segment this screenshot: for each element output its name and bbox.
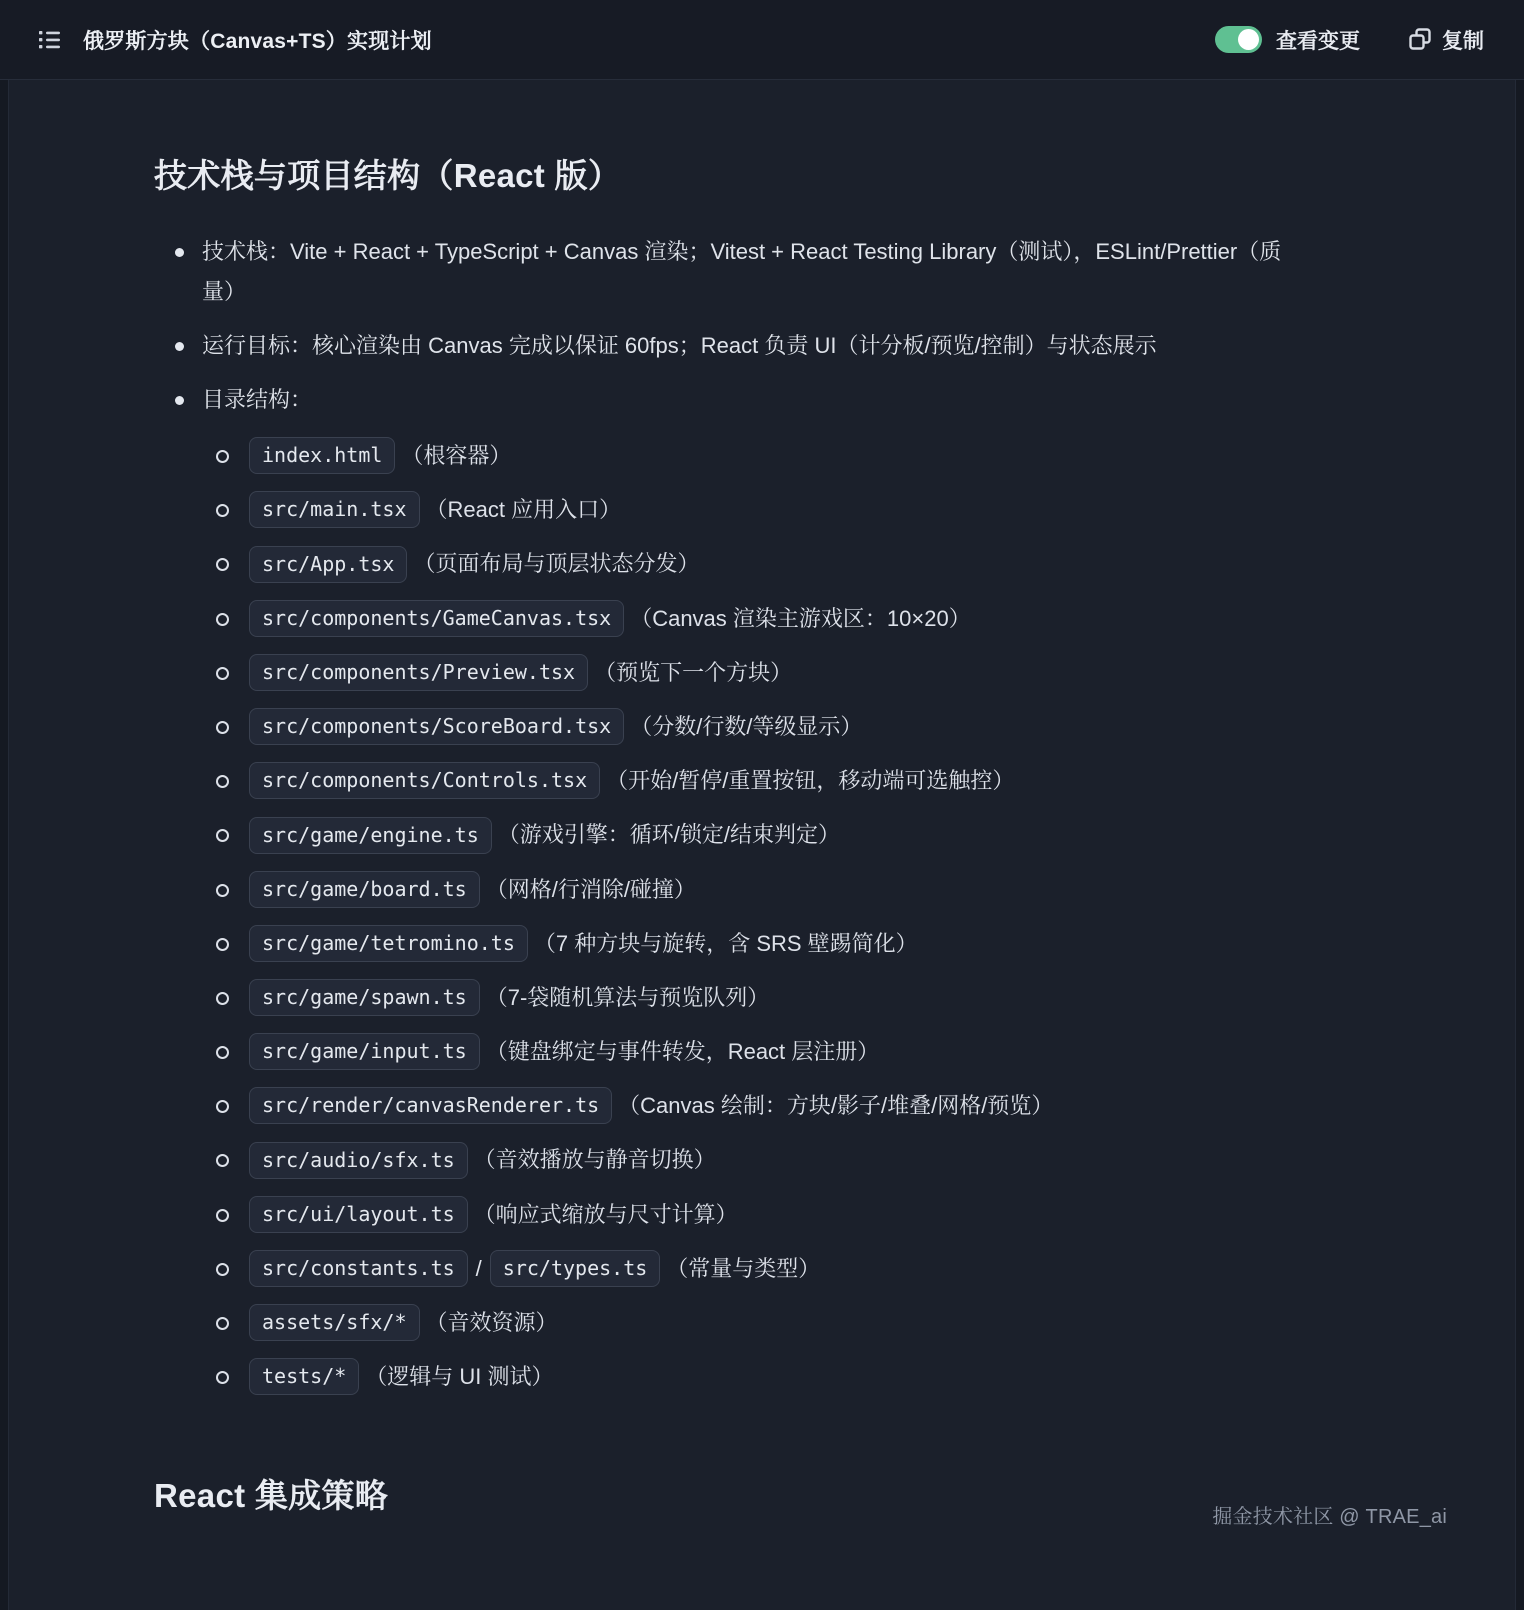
file-description: （React 应用入口）: [425, 497, 622, 523]
view-changes-label: 查看变更: [1276, 29, 1360, 53]
top-toolbar: [0, 0, 1524, 80]
file-path-chip: src/App.tsx: [249, 546, 407, 583]
dir-item-content: [249, 877, 696, 902]
file-path-chip: src/ui/layout.ts: [249, 1196, 468, 1233]
directory-item: [249, 1087, 1294, 1124]
document-title: 俄罗斯方块（Canvas+TS）实现计划: [83, 29, 432, 53]
bullet-list: [154, 232, 1445, 1395]
dir-item-content: [249, 1256, 820, 1281]
dir-item-content: [249, 768, 1014, 793]
file-path-chip: src/game/engine.ts: [249, 817, 492, 854]
file-description: （常量与类型）: [666, 1255, 821, 1281]
dir-item-content: [249, 1364, 554, 1389]
watermark: 掘金技术社区 @ TRAE_ai: [1212, 1506, 1447, 1528]
dir-item-content: [249, 1147, 716, 1172]
directory-item: [249, 654, 1294, 691]
file-path-chip: tests/*: [249, 1358, 359, 1395]
file-description: （音效播放与静音切换）: [473, 1147, 716, 1173]
dir-item-content: [249, 551, 699, 576]
file-path-chip: src/components/ScoreBoard.tsx: [249, 708, 624, 745]
dir-item-content: [249, 1202, 738, 1227]
file-description: （响应式缩放与尺寸计算）: [473, 1201, 738, 1227]
file-description: （游戏引擎：循环/锁定/结束判定）: [497, 822, 840, 848]
dir-item-content: [249, 497, 621, 522]
copy-icon: [1408, 27, 1433, 52]
bullet-item-directory: [202, 380, 1294, 1395]
directory-item: [249, 871, 1294, 908]
bullet-item-tech-stack: [202, 232, 1294, 312]
dir-item-content: [249, 985, 769, 1010]
directory-item: [249, 1358, 1294, 1395]
dir-item-content: [249, 660, 792, 685]
directory-item: [249, 1196, 1294, 1233]
bullet-text: 运行目标：核心渲染由 Canvas 完成以保证 60fps；React 负责 UI（计分板/预览/控制）与状态展示: [202, 333, 1157, 358]
toolbar-actions: [1215, 21, 1488, 59]
bullet-item-run-target: [202, 326, 1294, 366]
file-description: （网格/行消除/碰撞）: [485, 876, 696, 902]
bullet-text: 目录结构：: [202, 387, 313, 412]
directory-item: [249, 925, 1294, 962]
bullet-text: 技术栈：Vite + React + TypeScript + Canvas 渲染；Vitest + React Testing Library（测试），ESLint/Prettier（质量）: [202, 239, 1282, 304]
copy-button[interactable]: [1404, 21, 1488, 59]
file-path-chip: src/game/input.ts: [249, 1033, 480, 1070]
directory-list: [202, 437, 1294, 1395]
dir-item-content: [249, 1093, 1053, 1118]
directory-item: [249, 816, 1294, 853]
dir-item-content: [249, 1310, 558, 1335]
file-path-chip: src/types.ts: [490, 1250, 661, 1287]
file-description: （页面布局与顶层状态分发）: [413, 551, 700, 577]
file-path-chip: src/game/spawn.ts: [249, 979, 480, 1016]
directory-item: [249, 762, 1294, 799]
file-description: （Canvas 渲染主游戏区：10×20）: [630, 605, 971, 631]
copy-label: 复制: [1442, 29, 1484, 53]
file-path-chip: src/constants.ts: [249, 1250, 468, 1287]
file-path-chip: assets/sfx/*: [249, 1304, 420, 1341]
dir-item-content: [249, 822, 840, 847]
file-description: （7-袋随机算法与预览队列）: [485, 984, 770, 1010]
view-changes-toggle[interactable]: [1215, 26, 1262, 53]
file-description: （开始/暂停/重置按钮，移动端可选触控）: [606, 768, 1015, 794]
file-description: （分数/行数/等级显示）: [630, 713, 863, 739]
outline-list-button[interactable]: [30, 20, 69, 59]
file-description: （键盘绑定与事件转发，React 层注册）: [485, 1039, 880, 1065]
dir-item-content: [249, 443, 511, 468]
directory-item: [249, 708, 1294, 745]
dir-item-content: [249, 931, 918, 956]
file-description: （预览下一个方块）: [594, 659, 793, 685]
directory-item: [249, 1304, 1294, 1341]
next-section-heading: React 集成策略: [154, 1477, 389, 1515]
directory-item: [249, 545, 1294, 582]
file-description: （Canvas 绘制：方块/影子/堆叠/网格/预览）: [618, 1093, 1054, 1119]
document-content: [9, 80, 1515, 1519]
file-path-chip: src/components/GameCanvas.tsx: [249, 600, 624, 637]
directory-item: [249, 1141, 1294, 1178]
file-path-chip: src/game/board.ts: [249, 871, 480, 908]
file-path-chip: src/render/canvasRenderer.ts: [249, 1087, 612, 1124]
directory-item: [249, 600, 1294, 637]
code-separator: /: [475, 1255, 482, 1281]
list-icon: [36, 26, 63, 53]
file-path-chip: src/audio/sfx.ts: [249, 1142, 468, 1179]
dir-item-content: [249, 1039, 879, 1064]
file-path-chip: index.html: [249, 437, 395, 474]
section-heading: 技术栈与项目结构（React 版）: [154, 157, 622, 194]
file-path-chip: src/game/tetromino.ts: [249, 925, 528, 962]
dir-item-content: [249, 606, 971, 631]
file-description: （逻辑与 UI 测试）: [365, 1364, 554, 1390]
file-path-chip: src/components/Preview.tsx: [249, 654, 588, 691]
file-description: （根容器）: [401, 443, 512, 468]
directory-item: [249, 491, 1294, 528]
toggle-knob: [1238, 29, 1259, 50]
directory-item: [249, 1033, 1294, 1070]
file-description: （音效资源）: [425, 1310, 558, 1335]
dir-item-content: [249, 714, 862, 739]
directory-item: [249, 1250, 1294, 1287]
directory-item: [249, 437, 1294, 474]
file-path-chip: src/components/Controls.tsx: [249, 762, 600, 799]
document-panel: [8, 80, 1516, 1610]
file-path-chip: src/main.tsx: [249, 491, 420, 528]
directory-item: [249, 979, 1294, 1016]
file-description: （7 种方块与旋转，含 SRS 壁踢简化）: [533, 930, 918, 956]
